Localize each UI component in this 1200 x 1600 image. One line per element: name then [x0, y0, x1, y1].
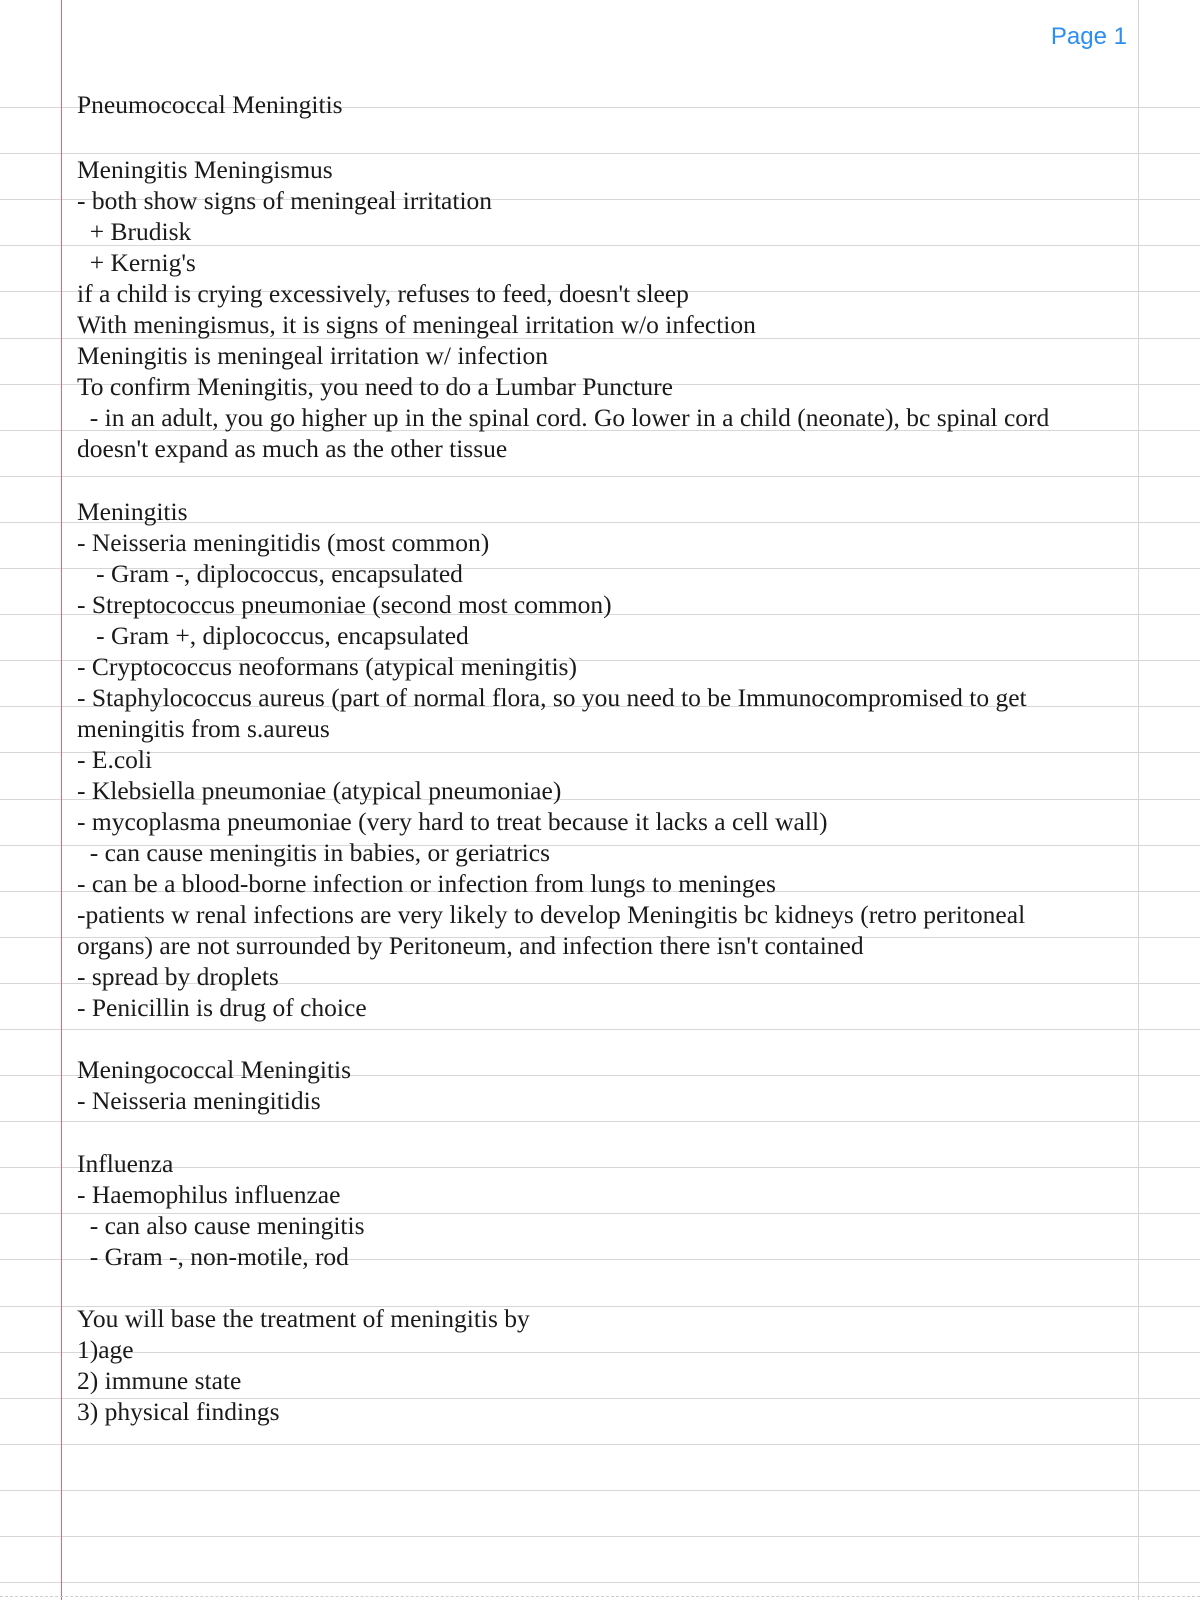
text-line: - can cause meningitis in babies, or geriatrics — [77, 838, 551, 868]
page-bottom-divider — [0, 1596, 1200, 1597]
text-line: - Neisseria meningitidis (most common) — [77, 527, 490, 557]
section-meningitis-causes — [77, 496, 1107, 1024]
text-line: Meningitis Meningismus — [77, 155, 333, 184]
text-line: - Gram +, diplococcus, encapsulated — [77, 620, 469, 650]
text-line: - Streptococcus pneumoniae (second most common) — [77, 589, 612, 619]
text-line: - E.coli — [77, 744, 153, 774]
text-line: 2) immune state — [77, 1365, 242, 1395]
text-line: -patients w renal infections are very likely to develop Meningitis bc kidneys (retro peritoneal organs) are not surrounded by Peritoneum, and infection there isn't contained — [77, 900, 1032, 961]
text-line: To confirm Meningitis, you need to do a Lumbar Puncture — [77, 372, 673, 402]
text-line: + Kernig's — [77, 248, 196, 278]
text-line: - Penicillin is drug of choice — [77, 993, 367, 1023]
text-line: Influenza — [77, 1148, 174, 1178]
text-line: - Klebsiella pneumoniae (atypical pneumoniae) — [77, 775, 562, 805]
text-line: - both show signs of meningeal irritation — [77, 186, 493, 216]
text-line: You will base the treatment of meningitis by — [77, 1303, 530, 1333]
text-line: + Brudisk — [77, 217, 192, 247]
note-body — [77, 154, 1107, 1458]
text-line: - in an adult, you go higher up in the spinal cord. Go lower in a child (neonate), bc spinal cord doesn't expand as much as the other tissue — [77, 403, 1056, 464]
text-line: Meningitis — [77, 496, 188, 526]
page-number: Page 1 — [1050, 23, 1127, 50]
text-line: - Gram -, diplococcus, encapsulated — [77, 558, 463, 588]
note-title: Pneumococcal Meningitis — [77, 90, 343, 119]
text-line: - Neisseria meningitidis — [77, 1086, 321, 1116]
text-line: Meningitis is meningeal irritation w/ infection — [77, 341, 548, 371]
section-meningitis-meningismus — [77, 154, 1107, 464]
section-treatment-basis — [77, 1303, 1107, 1427]
right-border-line — [1138, 0, 1139, 1600]
text-line: - Staphylococcus aureus (part of normal flora, so you need to be Immunocompromised to get meningitis from s.aureus — [77, 682, 1034, 743]
text-line: - Cryptococcus neoformans (atypical meningitis) — [77, 651, 577, 681]
text-line: With meningismus, it is signs of meningeal irritation w/o infection — [77, 310, 756, 340]
text-line: - spread by droplets — [77, 962, 279, 992]
text-line: - mycoplasma pneumoniae (very hard to treat because it lacks a cell wall) — [77, 806, 828, 836]
ruled-line — [0, 1490, 1200, 1491]
text-line: if a child is crying excessively, refuses to feed, doesn't sleep — [77, 279, 689, 309]
text-line: - Gram -, non-motile, rod — [77, 1241, 349, 1271]
ruled-line — [0, 1536, 1200, 1537]
text-line: - can also cause meningitis — [77, 1210, 365, 1240]
text-line: - Haemophilus influenzae — [77, 1179, 341, 1209]
text-line: Meningococcal Meningitis — [77, 1055, 352, 1085]
ruled-line — [0, 1582, 1200, 1583]
text-line: - can be a blood-borne infection or infection from lungs to meninges — [77, 869, 776, 899]
section-meningococcal-meningitis — [77, 1054, 1107, 1116]
margin-line — [61, 0, 62, 1600]
text-line: 1)age — [77, 1334, 134, 1364]
text-line: 3) physical findings — [77, 1396, 280, 1426]
section-influenza — [77, 1148, 1107, 1272]
